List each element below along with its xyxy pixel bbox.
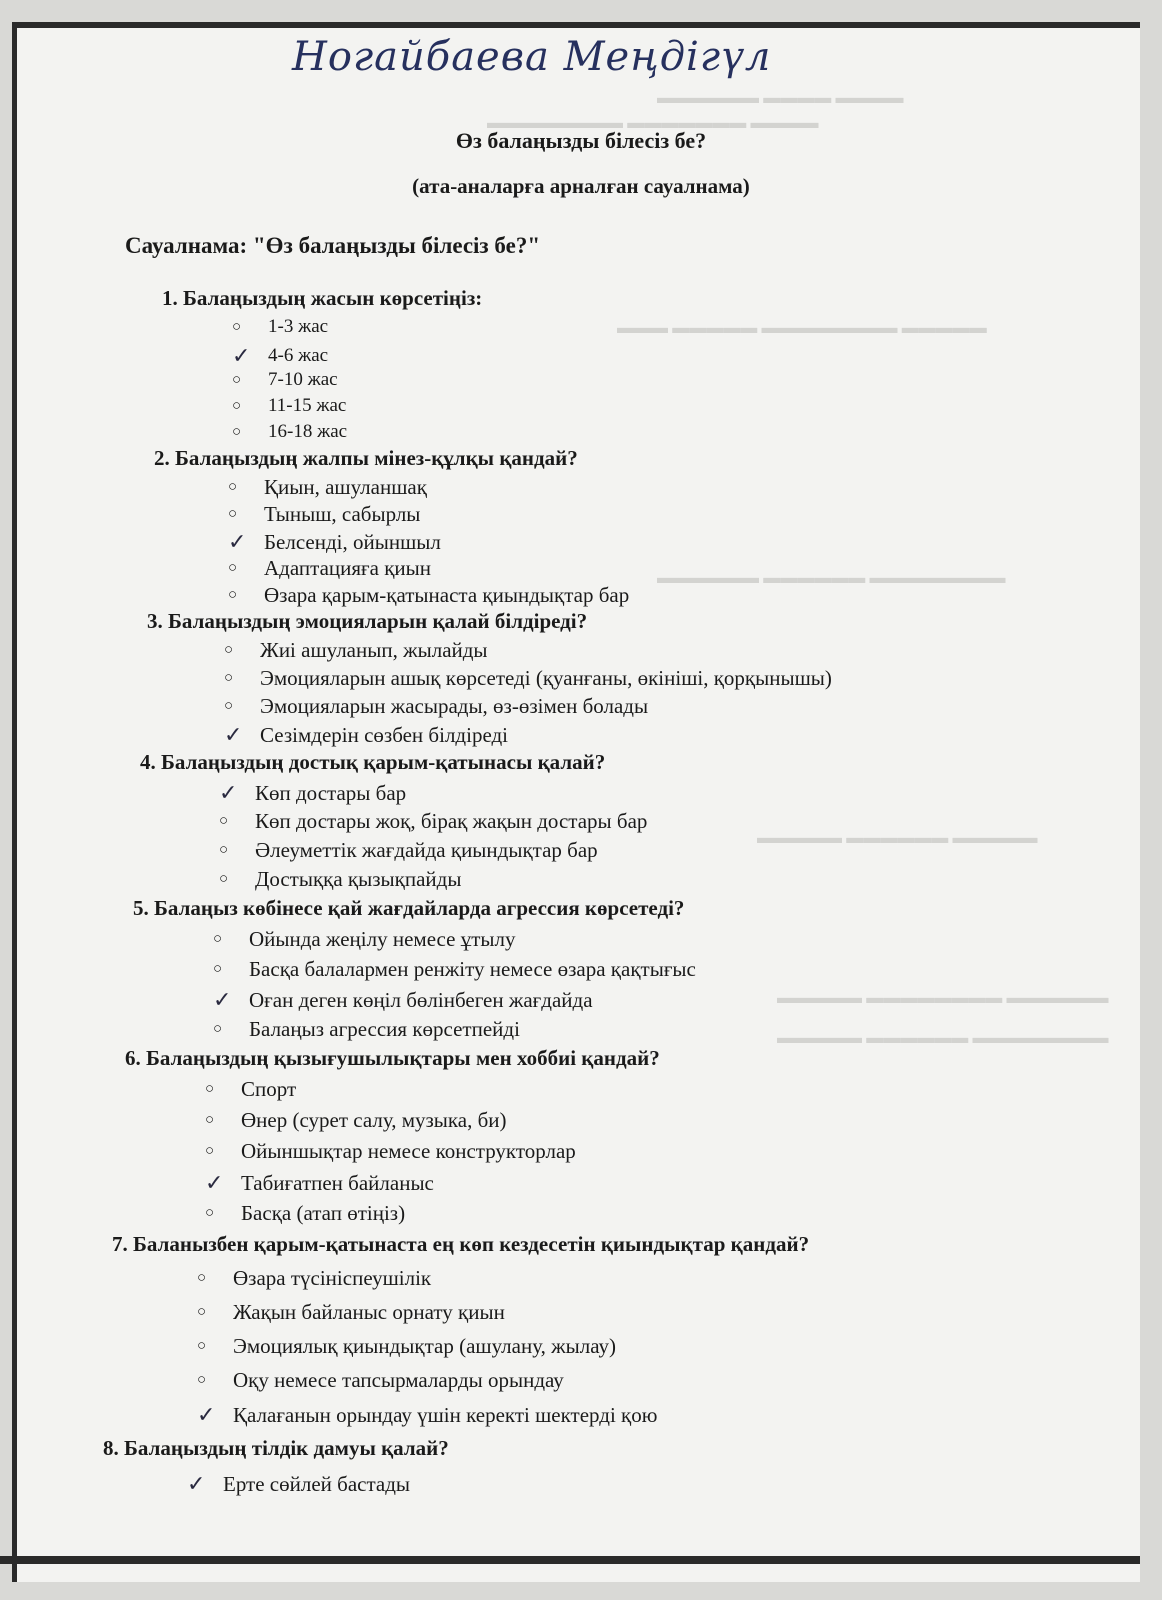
- option-q6-2[interactable]: [205, 1108, 507, 1133]
- option-label: Өзара түсініспеушілік: [233, 1266, 432, 1290]
- option-q3-2[interactable]: [224, 666, 832, 691]
- radio-empty-icon: ○: [219, 813, 229, 829]
- option-q2-5[interactable]: [228, 583, 629, 608]
- option-label: Достыққа қызықпайды: [255, 867, 462, 891]
- checkmark-icon: ✓: [219, 780, 238, 805]
- question-text: Балаңыздың тілдік дамуы қалай?: [124, 1436, 449, 1460]
- radio-empty-icon: ○: [228, 479, 238, 495]
- question-text: Балаңыздың қызығушылықтары мен хоббиі қандай?: [146, 1046, 660, 1070]
- checkmark-icon: ✓: [224, 722, 243, 747]
- option-q4-3[interactable]: [219, 838, 598, 863]
- option-q1-1[interactable]: [232, 316, 328, 338]
- radio-empty-icon: ○: [228, 560, 238, 576]
- option-q1-5[interactable]: [232, 421, 347, 443]
- option-label: Жиі ашуланып, жылайды: [260, 638, 488, 662]
- option-q2-1[interactable]: [228, 475, 427, 500]
- show-through-text: ▬▬▬▬ ▬▬▬▬ ▬▬▬▬▬▬: [657, 88, 904, 107]
- radio-empty-icon: ○: [205, 1205, 215, 1221]
- checkmark-icon: ✓: [232, 343, 251, 368]
- option-label: Қалағанын орындау үшін керекті шектерді қою: [233, 1402, 658, 1427]
- show-through-text: ▬▬▬▬▬ ▬▬▬▬▬▬▬▬ ▬▬▬▬▬ ▬▬▬: [617, 318, 987, 337]
- checkmark-icon: ✓: [228, 529, 247, 554]
- option-q5-2[interactable]: [213, 957, 696, 982]
- radio-empty-icon: ○: [213, 961, 223, 977]
- show-through-text: ▬▬▬▬▬ ▬▬▬▬▬▬ ▬▬▬▬▬: [757, 828, 1038, 847]
- option-q3-4[interactable]: [224, 722, 508, 748]
- show-through-text: ▬▬▬▬ ▬▬▬▬▬▬▬ ▬▬▬▬▬▬▬▬: [487, 113, 819, 132]
- option-q7-4[interactable]: [197, 1368, 564, 1393]
- question-text: Балаңыздың жасын көрсетіңіз:: [183, 286, 483, 310]
- question-text: Балаңыздың жалпы мінез-құлқы қандай?: [175, 446, 578, 470]
- question-number: 2.: [154, 446, 170, 470]
- option-q1-4[interactable]: [232, 395, 346, 417]
- survey-page: [12, 22, 1140, 1582]
- checkmark-icon: ✓: [187, 1471, 206, 1496]
- question-8: [103, 1436, 449, 1461]
- question-2: [154, 446, 578, 471]
- option-label: Табиғатпен байланыс: [241, 1170, 434, 1195]
- radio-empty-icon: ○: [197, 1304, 207, 1320]
- option-label: Жақын байланыс орнату қиын: [233, 1300, 505, 1324]
- question-4: [140, 750, 605, 775]
- page-subtitle: (ата-аналарға арналған сауалнама): [412, 174, 750, 198]
- option-q2-2[interactable]: [228, 502, 420, 527]
- question-1: [162, 286, 482, 311]
- handwritten-name: Ногайбаева Меңдігүл: [292, 34, 772, 80]
- option-label: Сезімдерін сөзбен білдіреді: [260, 722, 509, 747]
- radio-empty-icon: ○: [224, 670, 234, 686]
- option-q8-1[interactable]: [187, 1471, 410, 1497]
- radio-empty-icon: ○: [224, 698, 234, 714]
- checkmark-icon: ✓: [205, 1170, 224, 1195]
- show-through-text: ▬▬▬▬▬▬ ▬▬▬▬▬▬▬▬ ▬▬▬▬▬: [777, 988, 1109, 1007]
- option-label: 16-18 жас: [268, 421, 348, 442]
- radio-empty-icon: ○: [232, 318, 242, 335]
- show-through-text: ▬▬▬▬▬▬▬▬ ▬▬▬▬▬▬ ▬▬▬▬▬▬: [657, 568, 1006, 587]
- radio-empty-icon: ○: [213, 931, 223, 947]
- option-label: Ойында жеңілу немесе ұтылу: [249, 927, 516, 951]
- radio-empty-icon: ○: [205, 1112, 215, 1128]
- page-bottom-edge: [0, 1556, 1140, 1564]
- option-label: Әлеуметтік жағдайда қиындықтар бар: [255, 838, 598, 862]
- option-label: Көп достары жоқ, бірақ жақын достары бар: [255, 809, 648, 833]
- option-q3-3[interactable]: [224, 694, 648, 719]
- question-text: Баланызбен қарым-қатынаста ең көп кездесетін қиындықтар қандай?: [133, 1232, 810, 1256]
- option-q7-2[interactable]: [197, 1300, 505, 1325]
- option-label: Белсенді, ойыншыл: [264, 529, 441, 554]
- question-number: 1.: [162, 286, 178, 310]
- option-label: 1-3 жас: [268, 316, 329, 337]
- option-label: Оқу немесе тапсырмаларды орындау: [233, 1368, 564, 1392]
- survey-name: Сауалнама: "Өз балаңызды білесіз бе?": [125, 233, 541, 258]
- page-title: Өз балаңызды білесіз бе?: [455, 128, 707, 153]
- radio-empty-icon: ○: [197, 1338, 207, 1354]
- option-q4-1[interactable]: [219, 780, 406, 806]
- radio-empty-icon: ○: [228, 506, 238, 522]
- option-q4-2[interactable]: [219, 809, 647, 834]
- option-label: Адаптацияға қиын: [264, 556, 431, 580]
- question-6: [125, 1046, 660, 1071]
- option-label: Өзара қарым-қатынаста қиындықтар бар: [264, 583, 630, 607]
- question-number: 4.: [140, 750, 156, 774]
- option-label: Ойыншықтар немесе конструкторлар: [241, 1139, 576, 1163]
- option-label: 7-10 жас: [268, 369, 338, 390]
- option-label: Қиын, ашуланшақ: [264, 475, 427, 499]
- option-q6-1[interactable]: [205, 1077, 296, 1102]
- option-label: 11-15 жас: [268, 395, 347, 416]
- option-q6-4[interactable]: [205, 1170, 434, 1196]
- option-label: Басқа балалармен ренжіту немесе өзара қақтығыс: [249, 957, 696, 981]
- radio-empty-icon: ○: [224, 642, 234, 658]
- radio-empty-icon: ○: [219, 871, 229, 887]
- option-label: Спорт: [241, 1077, 297, 1101]
- option-q7-3[interactable]: [197, 1334, 616, 1359]
- option-label: Басқа (атап өтіңіз): [241, 1201, 406, 1225]
- option-q3-1[interactable]: [224, 638, 488, 663]
- option-label: Тыныш, сабырлы: [264, 502, 421, 526]
- option-label: Өнер (сурет салу, музыка, би): [241, 1108, 507, 1132]
- radio-empty-icon: ○: [232, 423, 242, 440]
- radio-empty-icon: ○: [197, 1270, 207, 1286]
- option-q2-4[interactable]: [228, 556, 431, 581]
- option-label: Ерте сөйлей бастады: [223, 1471, 411, 1496]
- option-label: Оған деген көңіл бөлінбеген жағдайда: [249, 987, 593, 1012]
- option-q5-3[interactable]: [213, 987, 593, 1013]
- radio-empty-icon: ○: [232, 371, 242, 388]
- option-q7-5[interactable]: [197, 1402, 657, 1428]
- radio-empty-icon: ○: [205, 1081, 215, 1097]
- question-3: [147, 609, 587, 634]
- radio-empty-icon: ○: [232, 397, 242, 414]
- option-q2-3[interactable]: [228, 529, 441, 555]
- option-label: Эмоцияларын ашық көрсетеді (қуанғаны, өкініші, қорқынышы): [260, 666, 832, 690]
- question-number: 7.: [112, 1232, 128, 1256]
- option-label: Эмоцияларын жасырады, өз-өзімен болады: [260, 694, 649, 718]
- question-5: [133, 896, 684, 921]
- question-number: 3.: [147, 609, 163, 633]
- option-label: Эмоциялық қиындықтар (ашулану, жылау): [233, 1334, 616, 1358]
- question-text: Балаңыздың достық қарым-қатынасы қалай?: [161, 750, 606, 774]
- question-7: [112, 1232, 809, 1257]
- radio-empty-icon: ○: [219, 842, 229, 858]
- option-q7-1[interactable]: [197, 1266, 431, 1291]
- option-label: Көп достары бар: [255, 780, 407, 805]
- radio-empty-icon: ○: [197, 1372, 207, 1388]
- option-q1-2[interactable]: [232, 343, 328, 369]
- radio-empty-icon: ○: [213, 1021, 223, 1037]
- show-through-text: ▬▬▬▬▬▬▬▬ ▬▬▬▬▬▬ ▬▬▬▬▬: [777, 1028, 1109, 1047]
- option-q4-4[interactable]: [219, 867, 461, 892]
- radio-empty-icon: ○: [228, 587, 238, 603]
- option-label: 4-6 жас: [268, 345, 329, 366]
- question-number: 5.: [133, 896, 149, 920]
- radio-empty-icon: ○: [205, 1143, 215, 1159]
- question-text: Балаңыз көбінесе қай жағдайларда агрессия көрсетеді?: [154, 896, 685, 920]
- question-number: 6.: [125, 1046, 141, 1070]
- option-q5-1[interactable]: [213, 927, 515, 952]
- option-q6-3[interactable]: [205, 1139, 576, 1164]
- question-text: Балаңыздың эмоцияларын қалай білдіреді?: [168, 609, 588, 633]
- checkmark-icon: ✓: [197, 1402, 216, 1427]
- option-q6-5[interactable]: [205, 1201, 405, 1226]
- option-q1-3[interactable]: [232, 369, 338, 391]
- option-label: Балаңыз агрессия көрсетпейді: [249, 1017, 520, 1041]
- option-q5-4[interactable]: [213, 1017, 520, 1042]
- checkmark-icon: ✓: [213, 987, 232, 1012]
- question-number: 8.: [103, 1436, 119, 1460]
